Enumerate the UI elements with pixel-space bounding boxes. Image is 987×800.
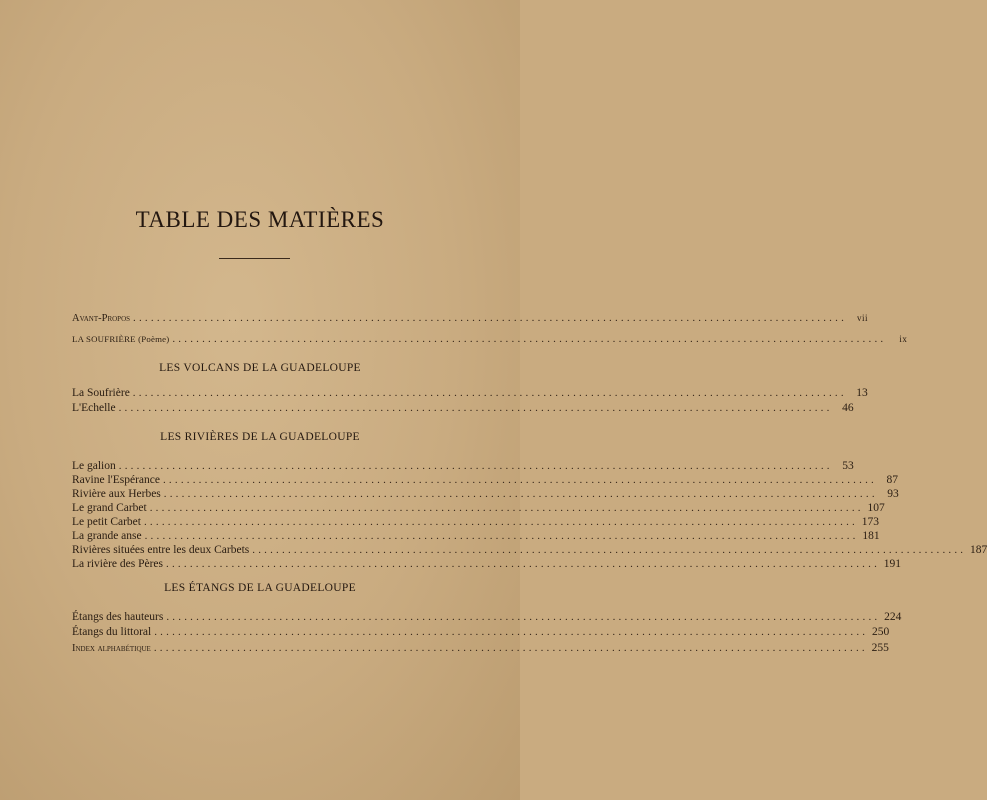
toc-entry-page: 87 [886,474,898,486]
toc-entry-page: 250 [871,626,890,638]
toc-entry-page: 46 [842,402,854,414]
toc-entry-label: LA SOUFRIÈRE (Poème) [72,334,170,344]
toc-entry-label: Le petit Carbet [72,516,141,528]
toc-entry-label: L'Echelle [72,402,116,414]
toc-entry-page: 93 [887,488,899,500]
toc-entry [72,609,902,625]
toc-entry-page: 53 [842,460,854,472]
toc-entry [72,624,890,640]
dot-leader: ........................................................................................................................ [252,544,967,556]
dot-leader: ........................................................................................................................ [149,502,864,514]
toc-entry-page: 224 [884,611,902,623]
toc-entry-page: 13 [856,387,868,399]
toc-entry [72,556,902,572]
toc-entry-label: La grande anse [72,530,142,542]
toc-entry-label: Le grand Carbet [72,502,147,514]
toc-entry-page: 255 [871,642,889,654]
toc-entry-label: Rivières situées entre les deux Carbets [72,544,250,556]
toc-entry-label: Rivière aux Herbes [72,488,161,500]
toc-entry [72,385,868,401]
dot-leader: ........................................................................................................................ [143,516,858,528]
toc-entry-page: 107 [867,502,885,514]
dot-leader: ........................................................................................................................ [166,558,881,570]
dot-leader: ........................................................................................................................ [163,488,878,500]
toc-entry-label: Étangs des hauteurs [72,611,164,623]
section-heading-etangs: LES ÉTANGS DE LA GUADELOUPE [164,582,356,594]
dot-leader: ........................................................................................................................ [153,642,868,654]
section-heading-volcans: LES VOLCANS DE LA GUADELOUPE [159,362,361,374]
toc-entry-label: Index alphabétique [72,643,151,654]
dot-leader: ........................................................................................................................ [118,460,833,472]
toc-entry [72,400,854,416]
toc-entry-page: 191 [883,558,902,570]
dot-leader: ........................................................................................................................ [162,474,877,486]
dot-leader: ........................................................................................................................ [166,611,881,623]
toc-entry-index [72,640,889,656]
dot-leader: ........................................................................................................................ [144,530,859,542]
page-title: TABLE DES MATIÈRES [135,207,385,232]
dot-leader: ........................................................................................................................ [132,387,847,399]
dot-leader: ........................................................................................................................ [154,626,869,638]
toc-entry-avant-propos [72,310,869,326]
toc-entry-label: La rivière des Pères [72,558,164,570]
dot-leader: ........................................................................................................................ [118,402,833,414]
toc-entry-page: 187 [970,544,987,556]
title-underline [219,258,290,259]
toc-entry-label: Ravine l'Espérance [72,474,160,486]
section-heading-rivieres: LES RIVIÈRES DE LA GUADELOUPE [160,431,360,443]
toc-entry-page: 173 [861,516,879,528]
toc-entry-label: La Soufrière [72,387,130,399]
toc-entry-page: 181 [862,530,880,542]
toc-entry-page: ix [899,334,908,344]
toc-entry-page: vii [857,313,869,323]
dot-leader: ........................................................................................................................ [133,312,848,324]
toc-entry-label: Avant-Propos [72,313,131,324]
toc-entry-label: Étangs du littoral [72,626,152,638]
toc-entry-la-soufriere-poeme [72,331,908,347]
toc-entry-label: Le galion [72,460,116,472]
dot-leader: ........................................................................................................................ [172,333,887,345]
